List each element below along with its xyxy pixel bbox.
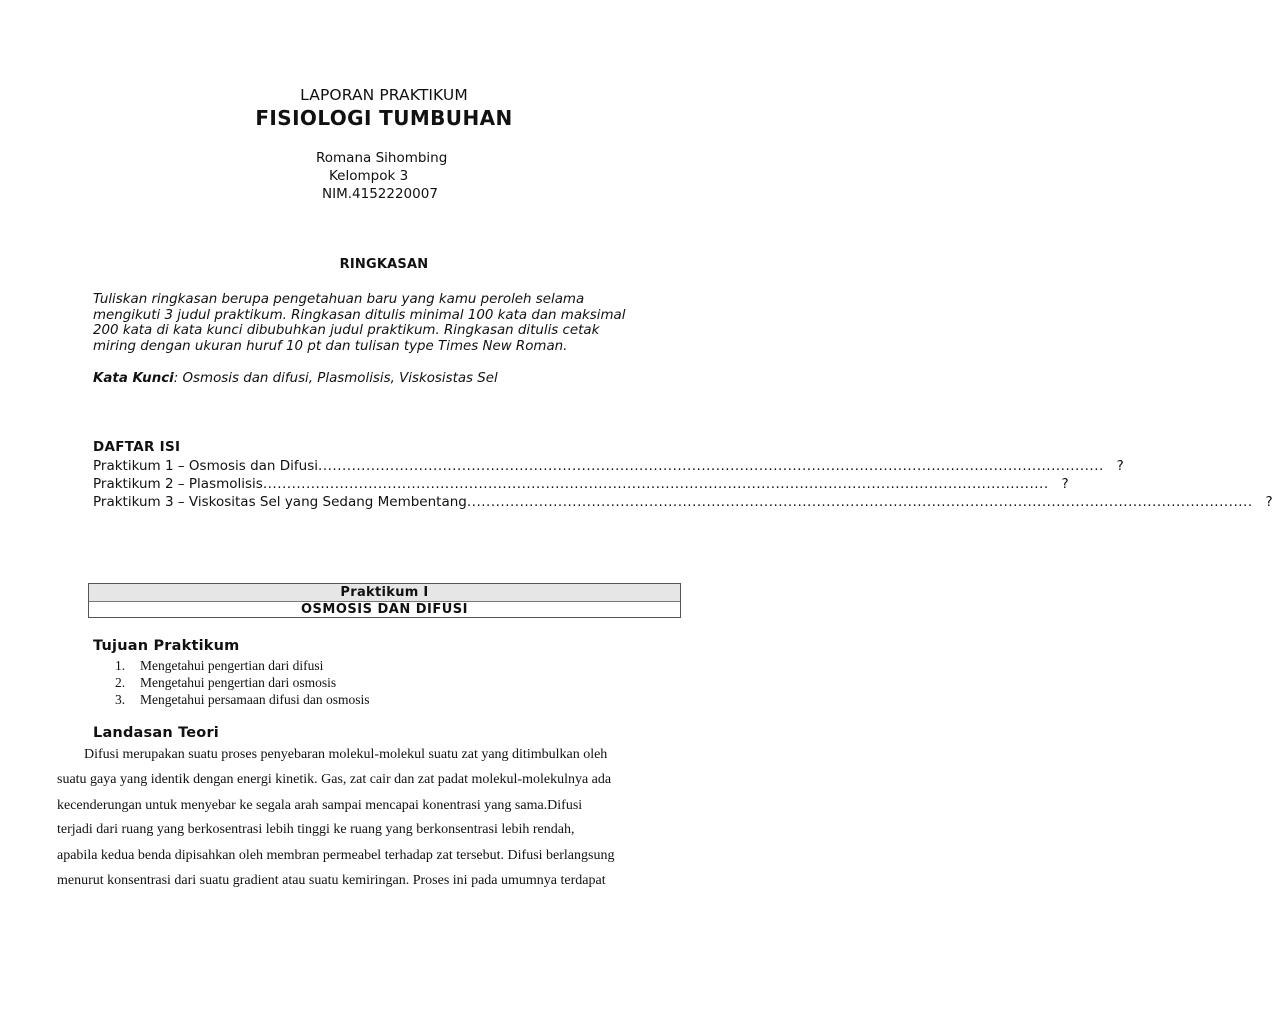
toc-item-page: ?: [1061, 476, 1069, 492]
toc-item[interactable]: [93, 494, 1273, 510]
objective-item: [115, 658, 323, 674]
theory-line: Difusi merupakan suatu proses penyebaran molekul-molekul suatu zat yang ditimbulkan oleh: [84, 747, 608, 762]
theory-line: terjadi dari ruang yang berkosentrasi lebih tinggi ke ruang yang berkonsentrasi lebih rendah,: [57, 822, 575, 837]
theory-heading: Landasan Teori: [93, 725, 219, 741]
author-group: Kelompok 3: [329, 168, 409, 184]
toc-item-title: Praktikum 1 – Osmosis dan Difusi: [93, 458, 319, 474]
author-nim: NIM.4152220007: [322, 186, 438, 202]
toc-item-title: Praktikum 2 – Plasmolisis: [93, 476, 263, 492]
summary-line: mengikuti 3 judul praktikum. Ringkasan ditulis minimal 100 kata dan maksimal: [93, 307, 626, 323]
toc-leader-dots: ....................................................................................................................................................................: [262, 476, 1049, 492]
theory-line: kecenderungan untuk menyebar ke segala arah sampai mencapai konentrasi yang sama.Difusi: [57, 798, 583, 813]
objective-number: 1.: [115, 658, 126, 673]
objective-number: 2.: [115, 675, 126, 690]
theory-line: suatu gaya yang identik dengan energi kinetik. Gas, zat cair dan zat padat molekul-molekulnya ada: [57, 772, 612, 787]
toc-item[interactable]: [93, 458, 1124, 474]
toc-item-page: ?: [1265, 494, 1273, 510]
keywords: [93, 371, 498, 386]
summary-line: 200 kata di kata kunci dibubuhkan judul praktikum. Ringkasan ditulis cetak: [93, 323, 600, 339]
objective-text: Mengetahui pengertian dari osmosis: [140, 675, 337, 690]
toc-item-title: Praktikum 3 – Viskositas Sel yang Sedang Membentang: [93, 494, 467, 510]
toc-item[interactable]: [93, 476, 1069, 492]
report-title: FISIOLOGI TUMBUHAN: [255, 106, 513, 130]
objective-item: [115, 692, 369, 708]
toc-leader-dots: ....................................................................................................................................................................: [318, 458, 1104, 474]
summary-heading: RINGKASAN: [339, 257, 429, 272]
objective-text: Mengetahui persamaan difusi dan osmosis: [140, 692, 370, 707]
theory-line: apabila kedua benda dipisahkan oleh membran permeabel terhadap zat tersebut. Difusi berlangsung: [57, 848, 615, 863]
theory-line: menurut konsentrasi dari suatu gradient atau suatu kemiringan. Proses ini pada umumnya terdapat: [57, 873, 606, 888]
objective-item: [115, 675, 336, 691]
chapter-title-box: [88, 583, 681, 618]
author-name: Romana Sihombing: [316, 150, 448, 166]
chapter-title: OSMOSIS DAN DIFUSI: [300, 602, 468, 617]
summary-line: miring dengan ukuran huruf 10 pt dan tulisan type Times New Roman.: [93, 338, 568, 354]
objectives-heading: Tujuan Praktikum: [93, 638, 240, 654]
objective-number: 3.: [115, 692, 126, 707]
chapter-number: Praktikum I: [89, 584, 680, 602]
summary-line: Tuliskan ringkasan berupa pengetahuan baru yang kamu peroleh selama: [93, 292, 585, 307]
toc-heading: DAFTAR ISI: [93, 439, 181, 455]
keywords-label: Kata Kunci: [93, 371, 174, 386]
objective-text: Mengetahui pengertian dari difusi: [140, 658, 324, 673]
keywords-text: : Osmosis dan difusi, Plasmolisis, Viskosistas Sel: [173, 371, 498, 386]
report-label: LAPORAN PRAKTIKUM: [300, 86, 468, 104]
toc-item-page: ?: [1116, 458, 1124, 474]
toc-leader-dots: ....................................................................................................................................................................: [466, 494, 1253, 510]
